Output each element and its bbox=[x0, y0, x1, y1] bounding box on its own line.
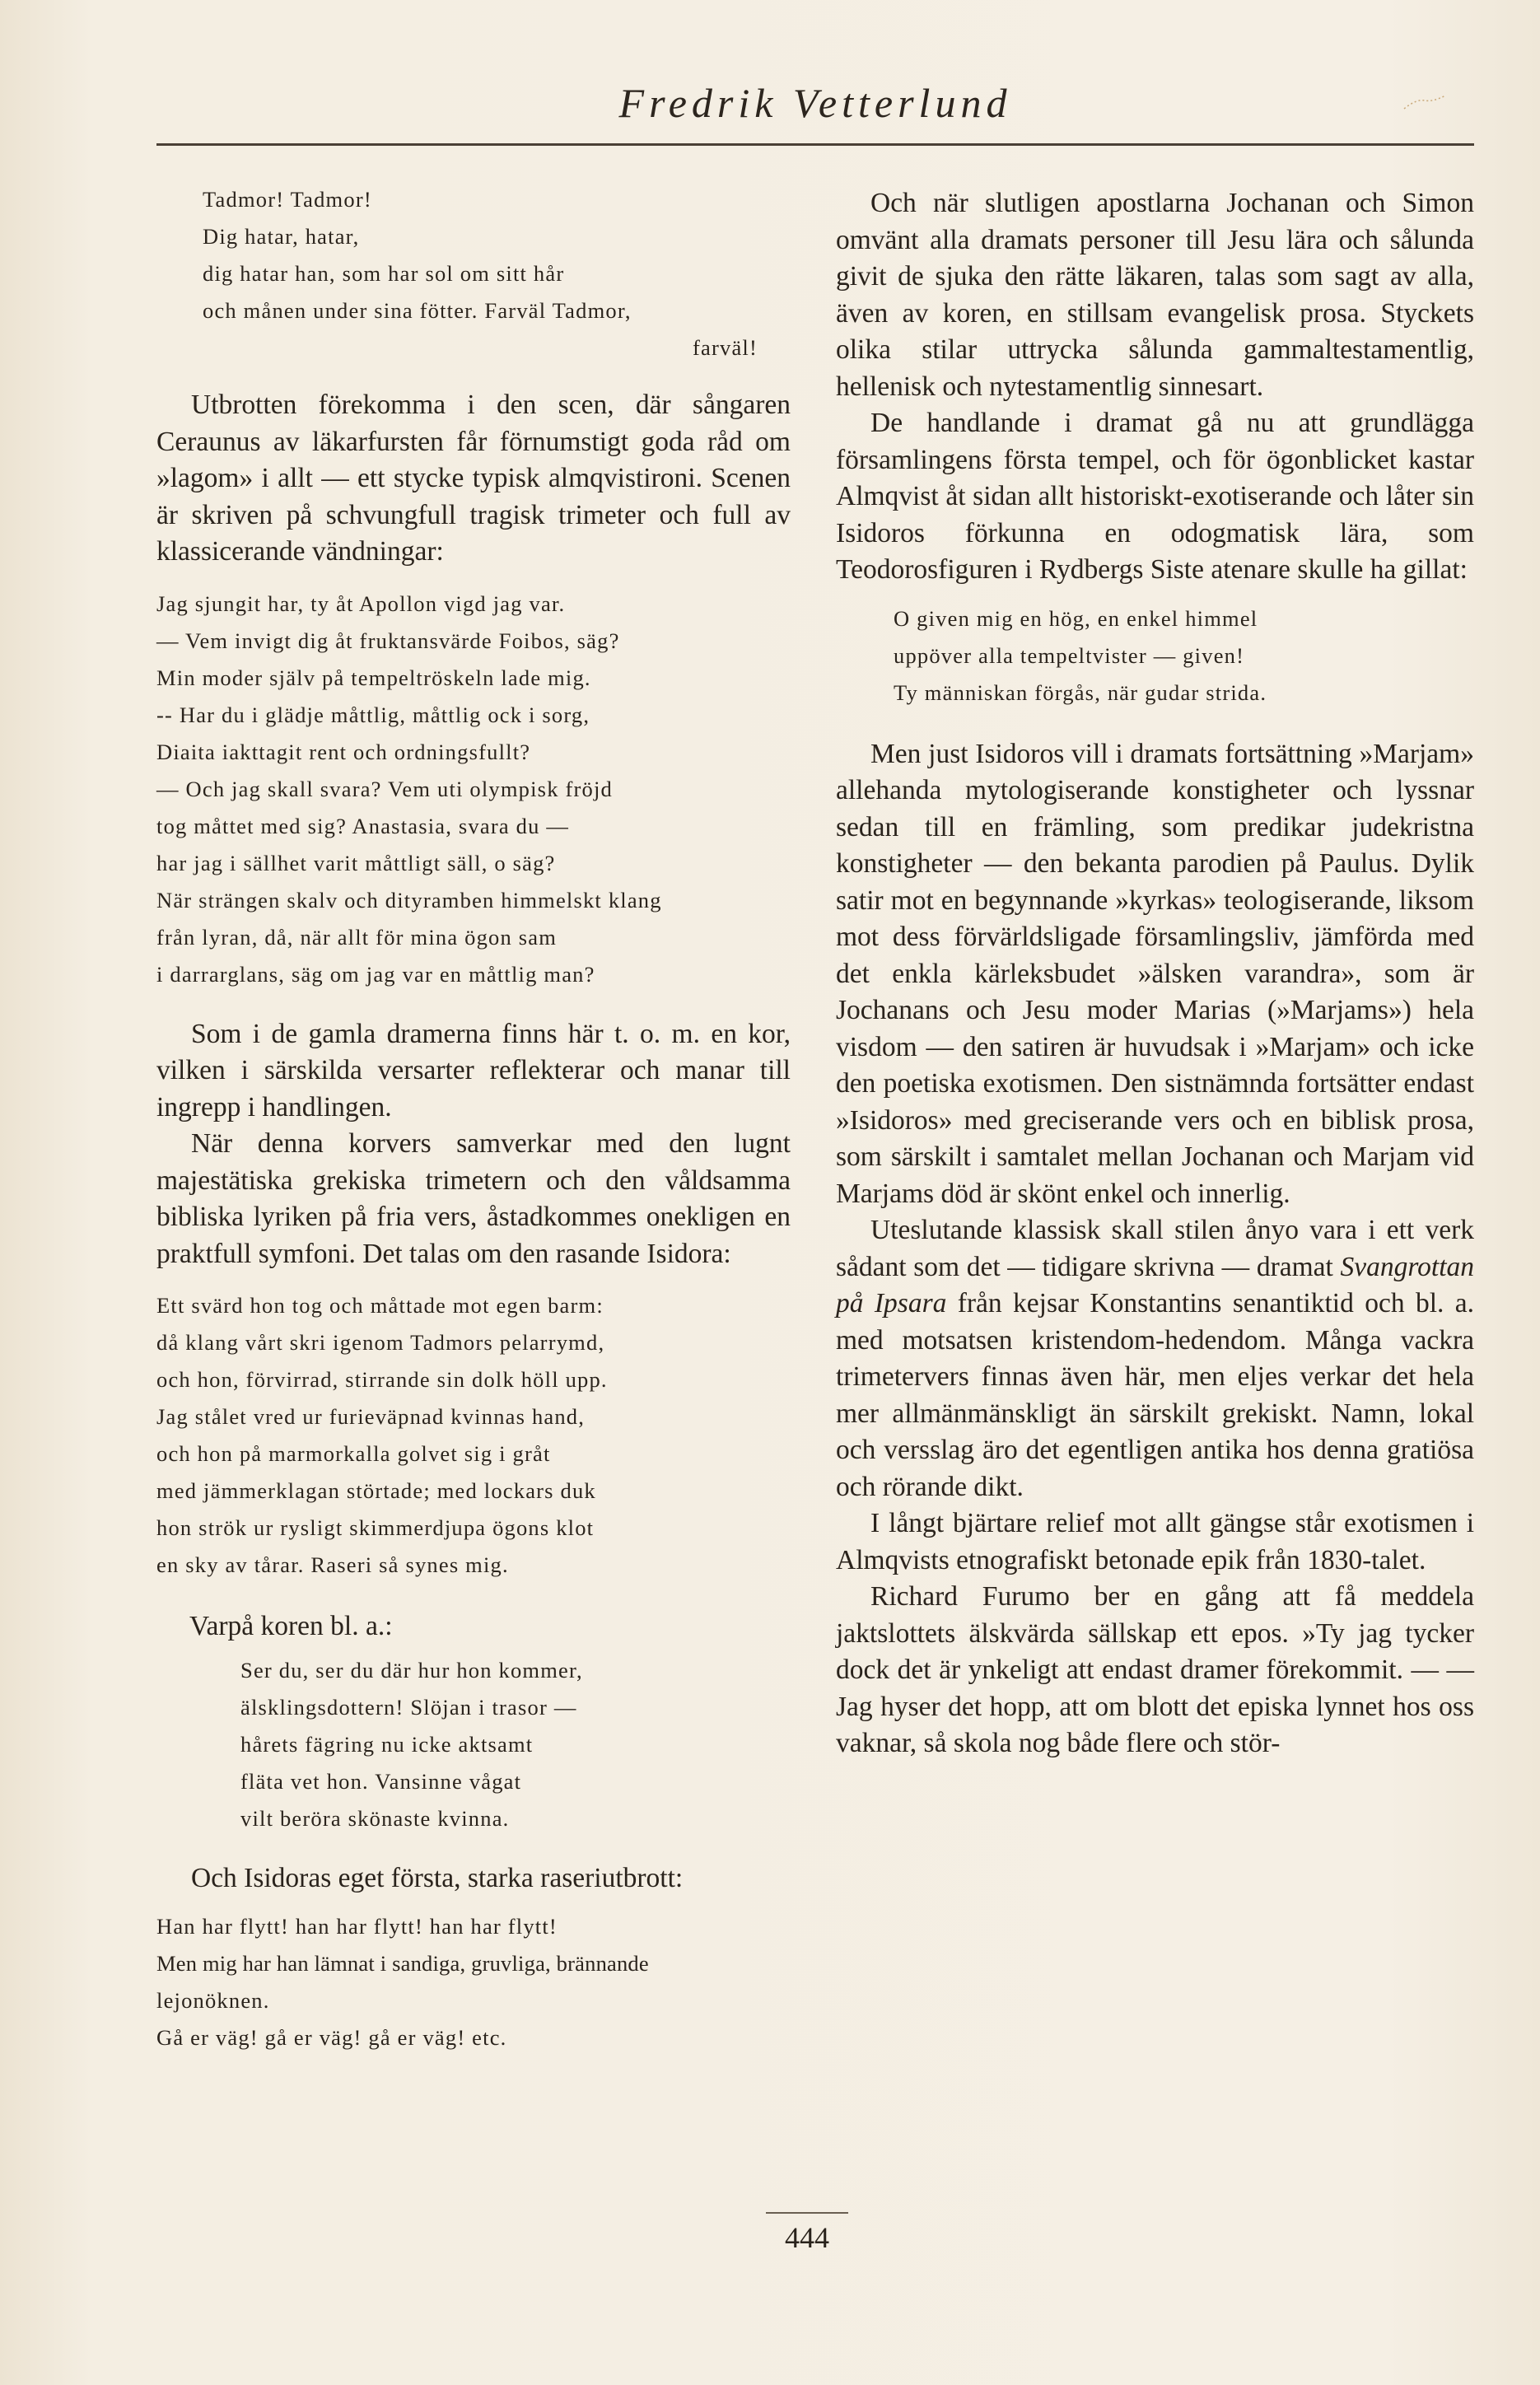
verse-apollon bbox=[156, 586, 791, 993]
verse-line: Ty människan förgås, när gudar strida. bbox=[894, 679, 1267, 705]
verse-line: och hon, förvirrad, stirrande sin dolk höll upp. bbox=[156, 1367, 608, 1392]
paragraph: Varpå koren bl. a.: bbox=[189, 1611, 393, 1641]
verse-line: Tadmor! Tadmor! bbox=[203, 187, 372, 212]
verse-line: — Vem invigt dig åt fruktansvärde Foibos, säg? bbox=[156, 628, 620, 653]
verse-line: Men mig har han lämnat i sandiga, gruvliga, brännande bbox=[156, 1951, 649, 1976]
verse-line: då klang vårt skri igenom Tadmors pelarrymd, bbox=[156, 1330, 605, 1355]
verse-line: och hon på marmorkalla golvet sig i gråt bbox=[156, 1441, 551, 1466]
verse-line: från lyran, då, när allt för mina ögon sam bbox=[156, 924, 558, 950]
running-head: Fredrik Vetterlund bbox=[618, 80, 1012, 126]
verse-line: en sky av tårar. Raseri så synes mig. bbox=[156, 1552, 509, 1577]
verse-line: Ser du, ser du där hur hon kommer, bbox=[240, 1657, 583, 1683]
verse-line: Ett svärd hon tog och måttade mot egen barm: bbox=[156, 1293, 604, 1318]
verse-line: lejonöknen. bbox=[156, 1988, 270, 2013]
verse-line: När strängen skalv och dityramben himmelskt klang bbox=[156, 887, 662, 912]
verse-line: vilt beröra skönaste kvinna. bbox=[240, 1805, 510, 1831]
verse-line: Gå er väg! gå er väg! gå er väg! etc. bbox=[156, 2025, 507, 2050]
verse-line: i darrarglans, säg om jag var en måttlig man? bbox=[156, 961, 595, 987]
pencil-mark-icon bbox=[1400, 91, 1449, 115]
paragraph: När denna korvers samverkar med den lugnt majestätiska grekiska trimetern och den våldsamma bibliska lyriken på fria vers, åstadkommes onekligen en praktfull symfoni. Det talas om den rasande Isidora: bbox=[156, 1128, 791, 1269]
verse-himmel bbox=[836, 600, 1474, 712]
paragraph: Utbrotten förekomma i den scen, där sångaren Ceraunus av läkarfursten får förnumstigt goda råd om »lagom» i allt — ett stycke typisk almqvistironi. Scenen är skriven på schvungfull tragisk trimeter och full av klassicerande vändningar: bbox=[156, 390, 791, 567]
left-column bbox=[156, 185, 791, 2056]
verse-line: Han har flytt! han har flytt! han har flytt! bbox=[156, 1914, 558, 1939]
verse-flytt bbox=[156, 1908, 791, 2056]
paragraph: Richard Furumo ber en gång att få meddela jaktslottets älskvärda sällskap ett epos. »Ty jag tycker dock det är ynkeligt att endast dramer förekommit. — — Jag hyser det hopp, att om blott det episka lynnet hos oss vaknar, så skola nog både flere och stör- bbox=[836, 1581, 1474, 1758]
paragraph: Och Isidoras eget första, starka raseriutbrott: bbox=[191, 1862, 684, 1893]
paragraph: Men just Isidoros vill i dramats fortsättning »Marjam» allehanda mytologiserande konstigheter och lyssnar sedan till en främling, som predikar judekristna konstigheter — den bekanta parodien på Paulus. Dylik satir mot en begynnande »kyrkas» teologiserande, liksom mot dess förvärldsligade församlingsliv, jämförda med det enkla kärleksbudet »älsken varandra», som är Jochanans och Jesu moder Marias (»Marjams») hela visdom — den satiren är huvudsak i »Marjam» och icke den poetiska exotismen. Den sistnämnda fortsätter endast »Isidoros» med greciserande vers och en biblisk prosa, som särskilt i samtalet mellan Jochanan och Marjam vid Marjams död är skönt enkel och innerlig. bbox=[836, 738, 1474, 1209]
verse-line: Jag stålet vred ur furieväpnad kvinnas hand, bbox=[156, 1404, 586, 1429]
verse-line: -- Har du i glädje måttlig, måttlig ock i sorg, bbox=[156, 702, 590, 727]
paragraph: Och när slutligen apostlarna Jochanan och Simon omvänt alla dramats personer till Jesu lära och sålunda givit de sjuka den rätte läkaren, talas som sagt av alla, även av koren, en stillsam evangelisk prosa. Styckets olika stilar uttrycka sålunda gammaltestamentlig, hellenisk och nytestamentlig sinnesart. bbox=[836, 188, 1474, 402]
page-number-rule bbox=[766, 2212, 848, 2214]
work-title: Svangrottan på Ipsara bbox=[836, 1251, 1474, 1319]
verse-line: hon strök ur rysligt skimmerdjupa ögons klot bbox=[156, 1515, 595, 1540]
verse-isidora bbox=[156, 1287, 791, 1584]
verse-line: O given mig en hög, en enkel himmel bbox=[894, 605, 1258, 631]
verse-koren bbox=[156, 1652, 791, 1837]
header-rule bbox=[156, 143, 1474, 146]
verse-tadmor bbox=[156, 181, 791, 366]
verse-line: fläta vet hon. Vansinne vågat bbox=[240, 1768, 522, 1794]
verse-line: Jag sjungit har, ty åt Apollon vigd jag var. bbox=[156, 590, 566, 616]
paragraph: De handlande i dramat gå nu att grundlägga församlingens första tempel, och för ögonblicket kastar Almqvist åt sidan allt historiskt-exotiserande och låter sin Isidoros förkunna en odogmatisk lära, som Teodorosfiguren i Rydbergs Siste atenare skulle ha gillat: bbox=[836, 408, 1474, 585]
verse-line: Diaita iakttagit rent och ordningsfullt? bbox=[156, 739, 531, 764]
paragraph bbox=[836, 1212, 1474, 1505]
paragraph: I långt bjärtare relief mot allt gängse står exotismen i Almqvists etnografiskt betonade epik från 1830-talet. bbox=[836, 1508, 1474, 1575]
verse-line: — Och jag skall svara? Vem uti olympisk fröjd bbox=[156, 776, 613, 801]
verse-line: Min moder själv på tempeltröskeln lade mig. bbox=[156, 665, 591, 690]
paragraph-text: från kejsar Konstantins senantiktid och bl. a. med motsatsen kristendom-hedendom. Många vackra trimetervers finnas även här, men eljes verkar det hela mer allmänmänskligt än särskilt grekiskt. Namn, lokal och versslag äro det egentligen antika hos denna gratiösa och rörande dikt. bbox=[836, 1288, 1474, 1502]
verse-line: hårets fägring nu icke aktsamt bbox=[240, 1731, 534, 1757]
verse-line: farväl! bbox=[692, 335, 758, 360]
page-number: 444 bbox=[785, 2221, 829, 2254]
paragraph-text: Uteslutande klassisk skall stilen ånyo vara i ett verk sådant som det — tidigare skrivna — dramat bbox=[836, 1215, 1474, 1282]
verse-line: tog måttet med sig? Anastasia, svara du — bbox=[156, 813, 570, 838]
verse-line: Dig hatar, hatar, bbox=[203, 224, 360, 249]
paragraph: Som i de gamla dramerna finns här t. o. m. en kor, vilken i särskilda versarter reflekterar och manar till ingrepp i handlingen. bbox=[156, 1018, 791, 1122]
verse-line: och månen under sina fötter. Farväl Tadmor, bbox=[203, 298, 632, 323]
right-column bbox=[836, 185, 1474, 1762]
verse-line: dig hatar han, som har sol om sitt hår bbox=[203, 261, 565, 286]
verse-line: uppöver alla tempeltvister — given! bbox=[894, 642, 1245, 668]
verse-line: med jämmerklagan störtade; med lockars duk bbox=[156, 1478, 596, 1503]
verse-line: har jag i sällhet varit måttligt säll, o säg? bbox=[156, 850, 556, 875]
verse-line: älsklingsdottern! Slöjan i trasor — bbox=[240, 1694, 577, 1720]
